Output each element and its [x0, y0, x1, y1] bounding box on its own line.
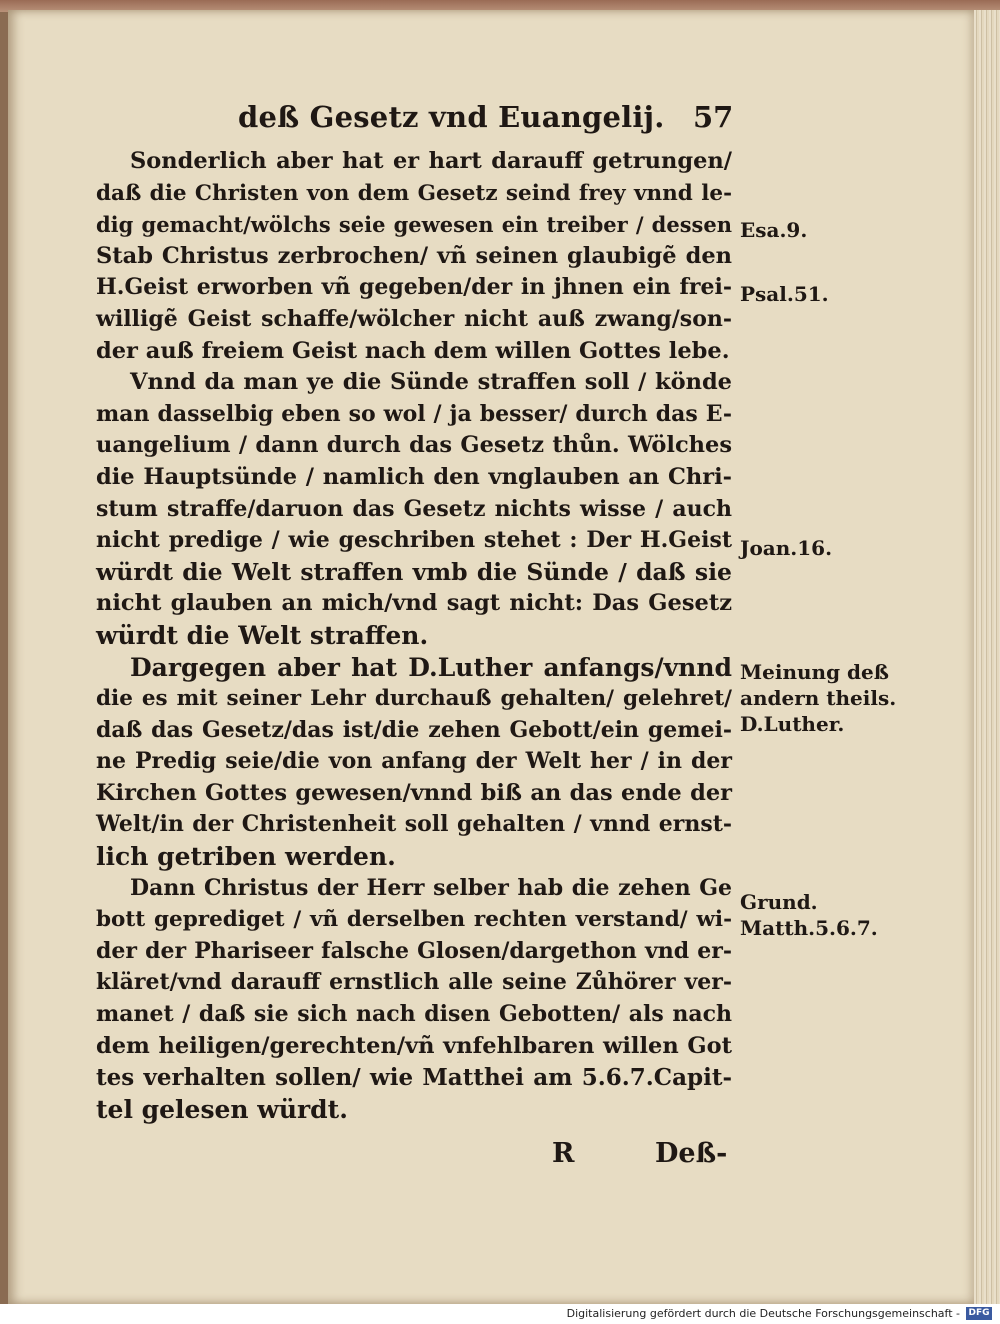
text-line: bott geprediget / vñ derselben rechten verstand/ wi- [96, 907, 732, 933]
margin-note: andern theils. [740, 686, 897, 710]
text-line: dem heiligen/gerechten/vñ vnfehlbaren willen Got [96, 1032, 732, 1059]
text-line: lich getriben werden. [96, 842, 396, 872]
text-line: würdt die Welt straffen vmb die Sünde / daß sie [96, 557, 732, 586]
margin-note: Psal.51. [740, 282, 829, 306]
text-line: der der Phariseer falsche Glosen/dargethon vnd er- [96, 937, 732, 964]
footer-bar [0, 1304, 1000, 1324]
text-line: daß die Christen von dem Gesetz seind frey vnnd le- [96, 180, 732, 206]
margin-note: Grund. [740, 890, 818, 914]
text-line: H.Geist erworben vñ gegeben/der in jhnen ein frei- [96, 274, 732, 301]
text-line: Dann Christus der Herr selber hab die zehen Ge [130, 874, 732, 901]
margin-note: Meinung deß [740, 660, 889, 684]
catchword: Deß- [655, 1138, 728, 1169]
margin-note: Esa.9. [740, 218, 808, 242]
text-line: willigẽ Geist schaffe/wölcher nicht auß zwang/son- [96, 305, 732, 332]
text-line: Sonderlich aber hat er hart darauff getrungen/ [130, 148, 732, 174]
text-line: die es mit seiner Lehr durchauß gehalten/ gelehret/ [96, 686, 732, 712]
text-line: der auß freiem Geist nach dem willen Gottes lebe. [96, 337, 730, 364]
page-edges [974, 10, 1000, 1304]
text-line: dig gemacht/wölchs seie gewesen ein treiber / dessen [96, 212, 732, 238]
margin-note: Matth.5.6.7. [740, 916, 878, 940]
text-line: stum straffe/daruon das Gesetz nichts wisse / auch [96, 495, 732, 522]
funding-credit: Digitalisierung gefördert durch die Deutsche Forschungsgemeinschaft - [566, 1307, 960, 1320]
text-line: nicht glauben an mich/vnd sagt nicht: Das Gesetz [96, 590, 732, 617]
text-line: uangelium / dann durch das Gesetz thůn. Wölches [96, 432, 732, 459]
text-line: Welt/in der Christenheit soll gehalten / vnnd ernst- [96, 811, 732, 838]
text-line: daß das Gesetz/das ist/die zehen Gebott/ein gemei- [96, 716, 732, 743]
text-line: Stab Christus zerbrochen/ vñ seinen glaubigẽ den [96, 242, 732, 269]
page-number: 57 [693, 100, 734, 134]
text-line: Kirchen Gottes gewesen/vnnd biß an das ende der [96, 779, 732, 806]
signature-mark: R [552, 1138, 575, 1169]
running-head: deß Gesetz vnd Euangelij. [238, 100, 665, 134]
text-line: tes verhalten sollen/ wie Matthei am 5.6.7.Capit- [96, 1064, 732, 1092]
main-text [96, 146, 732, 1125]
text-line: die Hauptsünde / namlich den vnglauben an Chri- [96, 463, 732, 490]
text-line: man dasselbig eben so wol / ja besser/ durch das E- [96, 400, 732, 427]
text-line: manet / daß sie sich nach disen Gebotten/ als nach [96, 1001, 732, 1028]
text-line: ne Predig seie/die von anfang der Welt her / in der [96, 748, 732, 775]
text-line: Dargegen aber hat D.Luther anfangs/vnnd [130, 652, 732, 682]
margin-note: Joan.16. [740, 536, 833, 560]
dfg-logo: DFG [966, 1307, 992, 1320]
margin-note: D.Luther. [740, 712, 845, 736]
text-line: nicht predige / wie geschriben stehet : Der H.Geist [96, 527, 732, 554]
text-line: kläret/vnd darauff ernstlich alle seine Zůhörer ver- [96, 969, 732, 996]
text-line: tel gelesen würdt. [96, 1094, 348, 1124]
text-line: Vnnd da man ye die Sünde straffen soll / könde [130, 369, 732, 396]
text-line: würdt die Welt straffen. [96, 620, 429, 650]
